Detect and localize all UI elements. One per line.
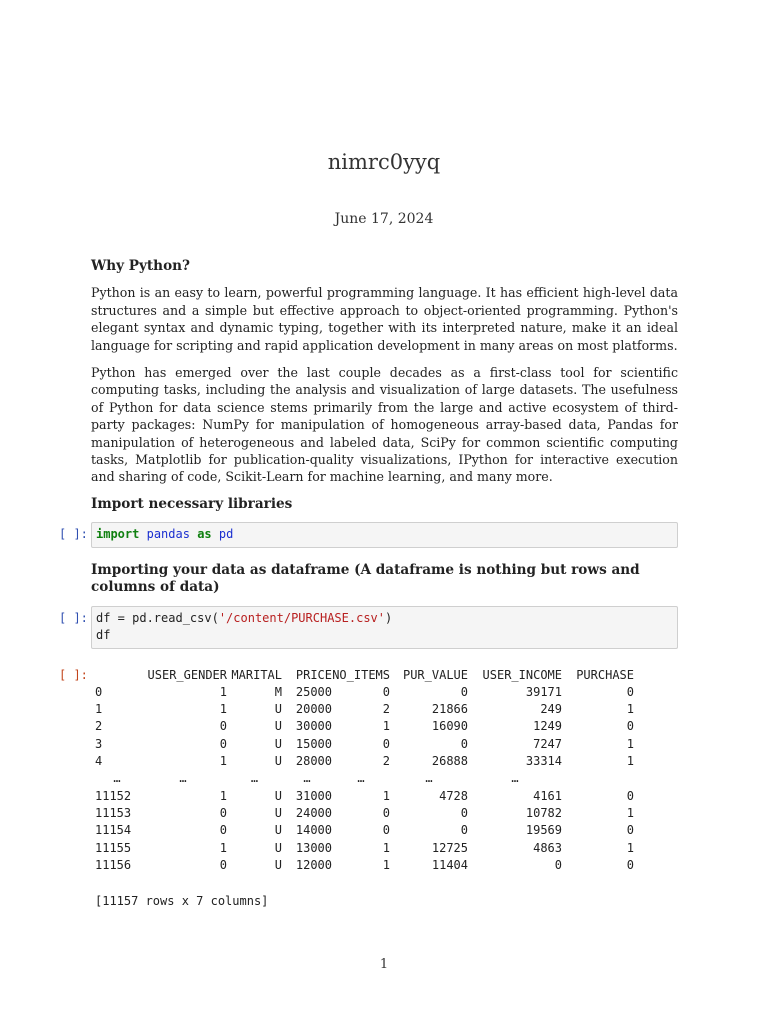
table-cell: 14000 xyxy=(295,823,332,838)
dataframe-table xyxy=(95,667,634,875)
table-cell: 0 xyxy=(219,719,227,734)
table-cell: U xyxy=(274,788,282,803)
code-line-1-prefix: df = pd.read_csv( xyxy=(96,610,219,625)
table-cell: 25000 xyxy=(295,684,332,699)
dataframe-summary: [11157 rows x 7 columns] xyxy=(95,894,269,909)
document-title: nimrc0yyq xyxy=(327,150,441,174)
row-index: 11154 xyxy=(95,823,132,838)
table-cell: U xyxy=(274,805,282,820)
table-row xyxy=(95,718,634,735)
row-index: 3 xyxy=(95,736,103,751)
table-cell: 16090 xyxy=(431,719,468,734)
column-header xyxy=(95,667,139,684)
table-cell: … xyxy=(357,771,365,786)
column-header: PRICE xyxy=(295,667,332,682)
code-string-path: '/content/PURCHASE.csv' xyxy=(218,610,385,625)
table-header-row xyxy=(95,667,634,684)
why-python-paragraph-2: Python has emerged over the last couple decades as a first-class tool for scientific computing tasks, including the analysis and visualization of large datasets. The usefulness of Python for data science stems primarily from the large and active ecosystem of third-party packages: NumPy for manipulation of homogeneous array-based data, Pandas for manipulation of heterogeneous and labeled data, SciPy for common scientific computing tasks, Matplotlib for publication-quality visualizations, IPython for interactive execution and sharing of code, Scikit-Learn for machine learning, and many more. xyxy=(91,365,678,485)
table-cell: 30000 xyxy=(295,719,332,734)
module-alias: pd xyxy=(218,527,234,542)
table-cell: 12000 xyxy=(295,857,332,872)
table-cell: 1 xyxy=(382,788,390,803)
cell-prompt: [ ]: xyxy=(59,610,88,625)
table-cell: 31000 xyxy=(295,788,332,803)
column-header: PURCHASE xyxy=(576,667,634,682)
table-row xyxy=(95,736,634,753)
why-python-paragraph-1: Python is an easy to learn, powerful programming language. It has efficient high-level data structures and a simple but effective approach to object-oriented programming. Python's elegant syntax and dynamic typing, together with its interpreted nature, make it an ideal language for scripting and rapid application development in many areas on most platforms. xyxy=(91,285,678,353)
code-cell-read-csv[interactable] xyxy=(59,606,678,649)
table-cell: 1 xyxy=(626,702,634,717)
row-index: 11155 xyxy=(95,840,132,855)
table-cell xyxy=(562,770,634,787)
table-cell: 1 xyxy=(219,684,227,699)
column-header: NO_ITEMS xyxy=(332,667,390,682)
table-cell: 19569 xyxy=(525,823,562,838)
table-cell: 0 xyxy=(219,857,227,872)
table-cell: 0 xyxy=(219,736,227,751)
table-cell: 20000 xyxy=(295,702,332,717)
row-index: 11153 xyxy=(95,805,132,820)
table-cell: 1 xyxy=(219,754,227,769)
cell-prompt: [ ]: xyxy=(59,527,88,542)
table-cell: 1 xyxy=(626,805,634,820)
table-cell: 1 xyxy=(382,719,390,734)
code-editor[interactable] xyxy=(91,606,678,649)
table-cell: 0 xyxy=(460,805,468,820)
output-prompt: [ ]: xyxy=(59,667,88,682)
table-cell: U xyxy=(274,719,282,734)
table-cell: 1 xyxy=(626,754,634,769)
column-header: USER_GENDER xyxy=(147,667,227,682)
table-row xyxy=(95,857,634,874)
table-cell: 1 xyxy=(219,840,227,855)
table-cell: … xyxy=(250,771,259,786)
table-cell: 4161 xyxy=(533,788,562,803)
table-cell: … xyxy=(425,771,433,786)
table-row xyxy=(95,701,634,718)
keyword-as: as xyxy=(197,527,212,542)
module-name: pandas xyxy=(146,527,190,542)
table-cell: 11404 xyxy=(431,857,468,872)
why-python-heading: Why Python? xyxy=(91,258,190,274)
table-row xyxy=(95,788,634,805)
row-index: 1 xyxy=(95,702,103,717)
table-cell: 4863 xyxy=(533,840,562,855)
table-cell: U xyxy=(274,754,282,769)
table-cell: 0 xyxy=(382,805,390,820)
table-row xyxy=(95,684,634,701)
table-cell: 28000 xyxy=(295,754,332,769)
table-cell: U xyxy=(274,823,282,838)
import-libraries-heading: Import necessary libraries xyxy=(91,495,293,512)
table-cell: 1 xyxy=(382,840,390,855)
table-row xyxy=(95,770,634,787)
table-cell: … xyxy=(511,771,519,786)
table-cell: 4728 xyxy=(439,788,468,803)
table-cell: 1 xyxy=(382,857,390,872)
document-date: June 17, 2024 xyxy=(334,211,434,227)
dataframe-heading: Importing your data as dataframe (A dataframe is nothing but rows and columns of data) xyxy=(91,561,640,596)
table-cell: 39171 xyxy=(525,684,562,699)
table-cell: 7247 xyxy=(533,736,562,751)
code-cell-import[interactable] xyxy=(59,522,678,548)
table-row xyxy=(95,805,634,822)
row-index: 4 xyxy=(95,754,103,769)
table-cell: 0 xyxy=(382,684,390,699)
table-cell: 0 xyxy=(460,823,468,838)
notebook-content xyxy=(59,258,678,924)
table-cell: 33314 xyxy=(525,754,562,769)
column-header: MARITAL xyxy=(231,667,282,682)
column-header: USER_INCOME xyxy=(482,667,562,682)
row-index: 11152 xyxy=(95,788,132,803)
row-index: … xyxy=(113,771,121,786)
table-cell: U xyxy=(274,736,282,751)
table-cell: 1 xyxy=(626,736,634,751)
code-line-1-suffix: ) xyxy=(385,610,393,625)
table-cell: 0 xyxy=(626,719,634,734)
table-cell: 26888 xyxy=(431,754,468,769)
table-cell: 0 xyxy=(626,823,634,838)
table-cell: 2 xyxy=(382,702,390,717)
table-cell: 0 xyxy=(382,823,390,838)
table-cell: 0 xyxy=(626,788,634,803)
row-index: 0 xyxy=(95,684,103,699)
row-index: 2 xyxy=(95,719,103,734)
table-cell: 0 xyxy=(554,857,562,872)
code-line-2: df xyxy=(96,628,111,643)
table-cell: 21866 xyxy=(431,702,468,717)
output-cell xyxy=(59,667,678,911)
table-cell: 0 xyxy=(382,736,390,751)
table-cell: 0 xyxy=(219,805,227,820)
table-row xyxy=(95,840,634,857)
table-cell: U xyxy=(274,702,282,717)
table-cell: 12725 xyxy=(431,840,468,855)
table-cell: 13000 xyxy=(295,840,332,855)
table-cell: … xyxy=(303,771,311,786)
table-body xyxy=(95,684,634,874)
table-cell: 2 xyxy=(382,754,390,769)
table-cell: 0 xyxy=(626,857,634,872)
table-cell: 1 xyxy=(219,702,227,717)
table-cell: U xyxy=(274,857,282,872)
table-cell: 24000 xyxy=(295,805,332,820)
table-cell: 0 xyxy=(626,684,634,699)
table-cell: 0 xyxy=(219,823,227,838)
dataframe-output xyxy=(91,667,678,911)
table-cell: 10782 xyxy=(525,805,562,820)
page-number: 1 xyxy=(379,957,389,972)
table-cell: 1 xyxy=(219,788,227,803)
row-index: 11156 xyxy=(95,857,132,872)
column-header: PUR_VALUE xyxy=(402,667,468,682)
table-cell: M xyxy=(274,684,282,699)
code-editor[interactable] xyxy=(91,522,678,548)
keyword-import: import xyxy=(96,527,140,542)
table-row xyxy=(95,822,634,839)
table-cell: 1249 xyxy=(533,719,562,734)
table-cell: 15000 xyxy=(295,736,332,751)
table-cell: U xyxy=(274,840,282,855)
table-cell: 0 xyxy=(460,736,468,751)
table-cell: … xyxy=(179,771,187,786)
table-cell: 249 xyxy=(540,702,562,717)
table-cell: 0 xyxy=(460,684,468,699)
table-row xyxy=(95,753,634,770)
table-cell: 1 xyxy=(626,840,634,855)
